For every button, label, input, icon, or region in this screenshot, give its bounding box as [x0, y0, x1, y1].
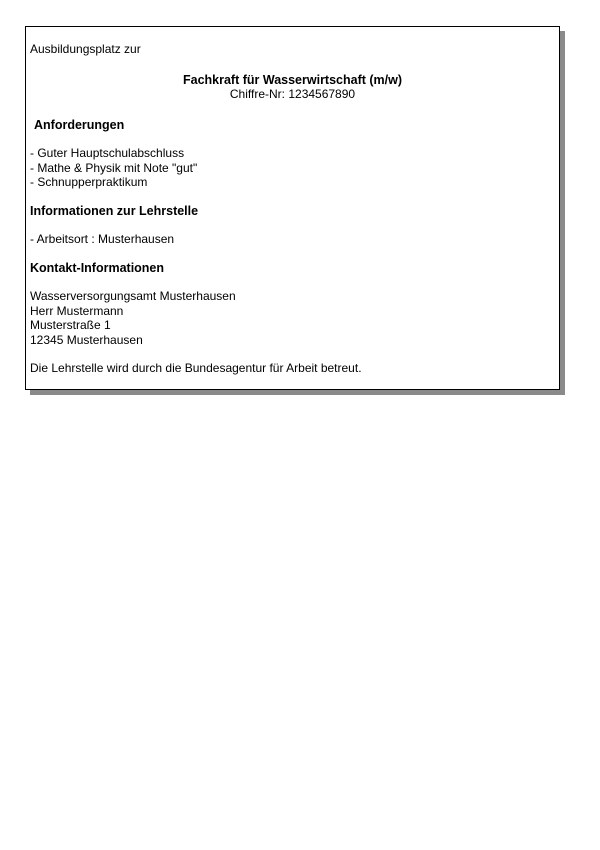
list-item: - Schnupperpraktikum — [30, 175, 148, 189]
footer-note: Die Lehrstelle wird durch die Bundesagentur für Arbeit betreut. — [30, 361, 362, 375]
job-title-block — [30, 73, 555, 102]
chiffre-number: Chiffre-Nr: 1234567890 — [229, 87, 356, 101]
contact-line: Herr Mustermann — [30, 303, 124, 318]
contact-heading: Kontakt-Informationen — [30, 260, 165, 275]
contact-line: Musterstraße 1 — [30, 318, 111, 332]
job-title: Fachkraft für Wasserwirtschaft (m/w) — [182, 72, 403, 87]
info-list — [30, 232, 555, 247]
info-heading: Informationen zur Lehrstelle — [30, 203, 199, 218]
list-item: - Guter Hauptschulabschluss — [30, 146, 185, 160]
list-item: - Arbeitsort : Musterhausen — [30, 232, 175, 246]
contact-line: Wasserversorgungsamt Musterhausen — [30, 289, 236, 303]
intro-text: Ausbildungsplatz zur — [30, 42, 141, 56]
job-posting-card — [25, 26, 560, 390]
requirements-list — [30, 146, 555, 190]
requirements-heading: Anforderungen — [34, 117, 125, 132]
contact-address — [30, 289, 555, 347]
list-item: - Mathe & Physik mit Note "gut" — [30, 160, 198, 175]
contact-line: 12345 Musterhausen — [30, 332, 143, 347]
